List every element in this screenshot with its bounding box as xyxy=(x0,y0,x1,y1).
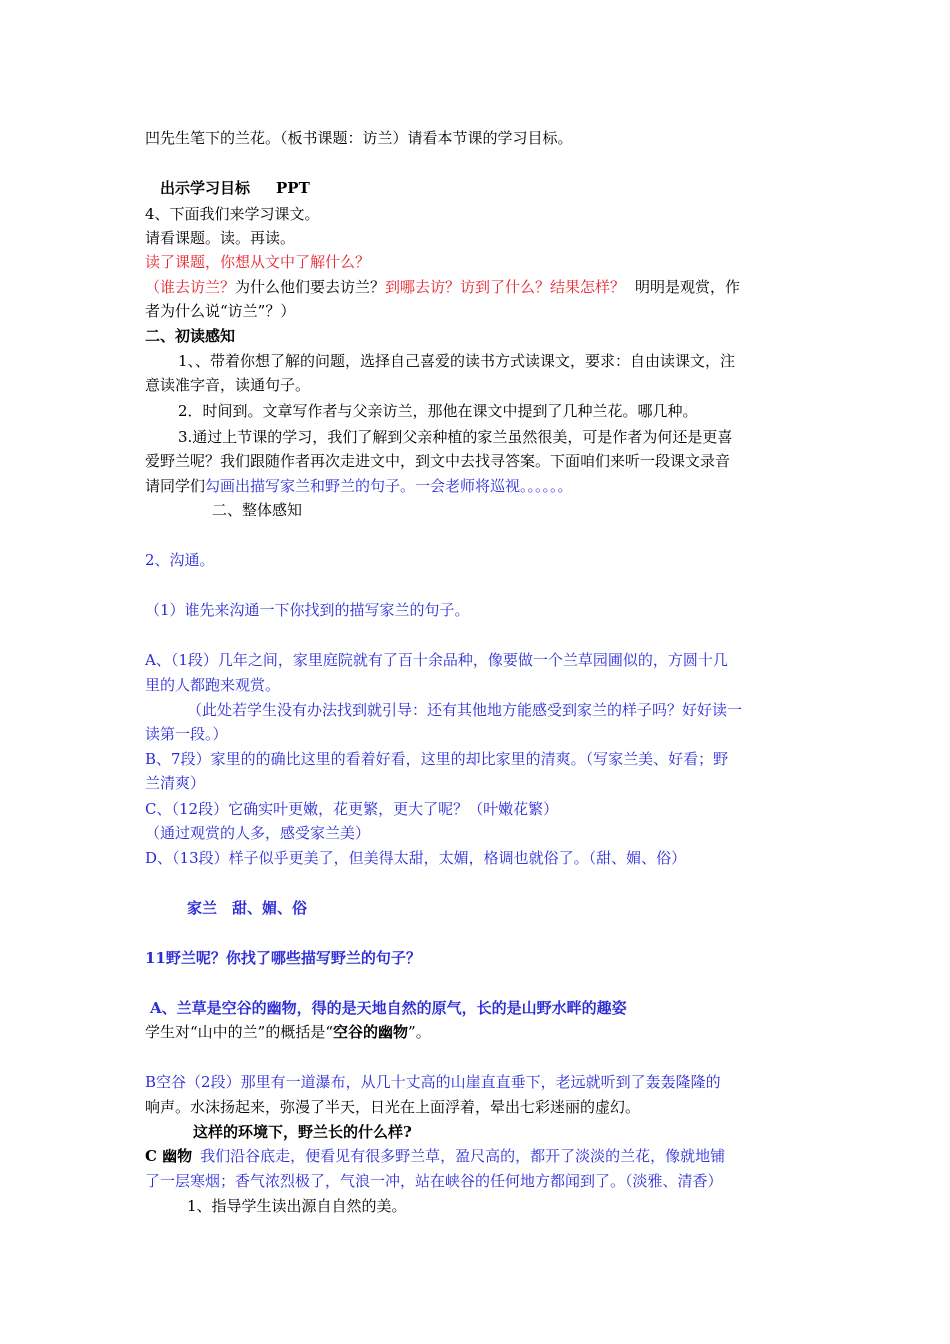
text-line: 请看课题。读。再读。 xyxy=(145,229,296,247)
text-line: 响声。水沫扬起来，弥漫了半天，日光在上面浮着，晕出七彩迷丽的虚幻。 xyxy=(145,1098,641,1116)
text-line xyxy=(145,476,573,496)
text-line: 2．时间到。文章写作者与父亲访兰，那他在课文中提到了几种兰花。哪几种。 xyxy=(178,402,698,420)
text-line xyxy=(145,1072,721,1092)
text-line: 爱野兰呢？我们跟随作者再次走进文中，到文中去找寻答案。下面咱们来听一段课文录音 xyxy=(145,452,731,470)
text-span: 学生对“山中的兰”的概括是“ xyxy=(145,1023,334,1041)
text-span: 为什么他们要去访兰？ xyxy=(235,278,386,296)
text-line: （此处若学生没有办法找到就引导：还有其他地方能感受到家兰的样子吗？好好读一 xyxy=(187,701,743,719)
text-line: 凹先生笔下的兰花。（板书课题：访兰）请看本节课的学习目标。 xyxy=(145,129,573,147)
text-line xyxy=(145,1022,431,1042)
text-span: 空谷的幽物 xyxy=(333,1023,409,1041)
text-line: B、7段）家里的的确比这里的看着好看，这里的却比家里的清爽。（写家兰美、好看；野 xyxy=(145,750,729,768)
text-line: 2、沟通。 xyxy=(145,551,215,569)
section-heading: 二、初读感知 xyxy=(145,327,236,345)
text-line: 了一层寒烟；香气浓烈极了，气浪一冲，站在峡谷的任何地方都闻到了。（淡雅、清香） xyxy=(145,1172,723,1190)
text-span: 到哪去访？访到了什么？结果怎样？ xyxy=(385,278,626,296)
text-span: （谁去访兰？ xyxy=(145,278,236,296)
section-heading: 二、整体感知 xyxy=(212,501,303,519)
text-line xyxy=(145,948,421,968)
text-span: 明明是观赏，作 xyxy=(635,278,741,296)
text-line: 读第一段。） xyxy=(145,725,228,743)
text-line xyxy=(145,1146,725,1166)
text-line: A、兰草是空谷的幽物，得的是天地自然的原气，长的是山野水畔的趣姿 xyxy=(150,999,627,1017)
text-span: 请同学们 xyxy=(145,477,206,495)
text-line: 1、指导学生读出源自自然的美。 xyxy=(187,1197,407,1215)
text-line: （通过观赏的人多，感受家兰美） xyxy=(145,824,371,842)
text-line: 里的人都跑来观赏。 xyxy=(145,676,281,694)
text-line: C、（12段）它确实叶更嫩，花更繁，更大了呢？（叶嫩花繁） xyxy=(145,800,559,818)
question-line: 读了课题，你想从文中了解什么？ xyxy=(145,253,371,271)
text-line: A、（1段）几年之间，家里庭院就有了百十余品种，像要做一个兰草园圃似的，方圆十几 xyxy=(145,651,728,669)
text-line: 1、、带着你想了解的问题，选择自己喜爱的读书方式读课文，要求：自由读课文，注 xyxy=(178,352,736,370)
text-span: C 幽物 xyxy=(145,1147,193,1165)
text-span: 11野兰呢？你找了哪些描写野兰的句子？ xyxy=(145,949,421,967)
text-span: ”。 xyxy=(408,1023,431,1041)
text-line: 者为什么说“访兰”？） xyxy=(145,302,296,320)
text-line: 4、下面我们来学习课文。 xyxy=(145,205,320,223)
objectives-label: 出示学习目标 xyxy=(160,179,251,197)
text-line: 这样的环境下，野兰长的什么样? xyxy=(193,1123,412,1141)
text-line: 意读准字音，读通句子。 xyxy=(145,376,311,394)
text-line: D、（13段）样子似乎更美了，但美得太甜，太媚，格调也就俗了。（甜、媚、俗） xyxy=(145,849,687,867)
text-span: B空谷（2段）那里有一道瀑布，从几十丈高的山崖直直垂下，老远就听到了轰轰隆隆的 xyxy=(145,1073,721,1091)
heading-objectives xyxy=(160,178,310,198)
text-span: 勾画出描写家兰和野兰的句子。一会老师将巡视。。。。。。 xyxy=(205,477,573,495)
summary-line: 家兰 甜、媚、俗 xyxy=(187,899,308,917)
question-detail xyxy=(145,277,740,297)
text-span: 我们沿谷底走，便看见有很多野兰草，盈尺高的，都开了淡淡的兰花，像就地铺 xyxy=(200,1147,726,1165)
text-line: （1）谁先来沟通一下你找到的描写家兰的句子。 xyxy=(145,601,470,619)
text-line: 3.通过上节课的学习，我们了解到父亲种植的家兰虽然很美，可是作者为何还是更喜 xyxy=(178,428,733,446)
ppt-label: PPT xyxy=(276,179,310,197)
text-line: 兰清爽） xyxy=(145,774,206,792)
